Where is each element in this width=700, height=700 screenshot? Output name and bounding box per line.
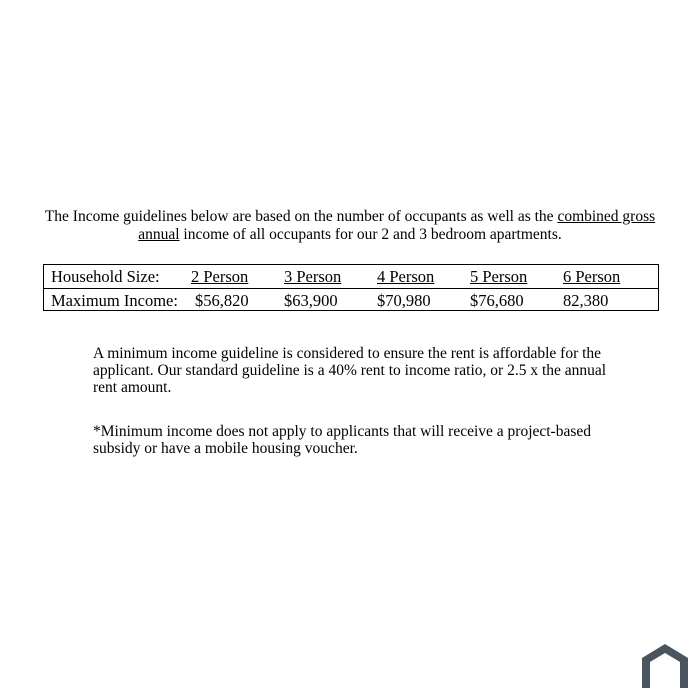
exception-note-paragraph: *Minimum income does not apply to applicants that will receive a project-based subsidy or have a mobile housing voucher. [93,423,592,457]
household-size-cell: 2 Person [191,267,249,286]
maximum-income-row [44,288,658,312]
household-size-cell: 5 Person [470,267,528,286]
income-guidelines-intro [40,208,660,244]
household-size-row [44,265,658,288]
household-size-cell: 4 Person [377,267,435,286]
maximum-income-cell: $63,900 [284,291,338,310]
household-size-cell: 3 Person [284,267,342,286]
maximum-income-cell: $56,820 [195,291,249,310]
minimum-income-paragraph: A minimum income guideline is considered to ensure the rent is affordable for the applicant. Our standard guideline is a 40% rent to income ratio, or 2.5 x the annual rent amount. [93,345,607,396]
intro-underlined-text: combined gross annual [138,208,656,243]
intro-text-end: income of all occupants for our 2 and 3 bedroom apartments. [179,226,562,243]
maximum-income-cell: $70,980 [377,291,431,310]
intro-text-start: The Income guidelines below are based on the number of occupants as well as the [44,208,558,225]
household-size-label: Household Size: [51,267,160,286]
household-size-cell: 6 Person [563,267,621,286]
maximum-income-cell: $76,680 [470,291,524,310]
income-table [43,264,659,311]
maximum-income-cell: 82,380 [563,291,609,310]
house-outline-icon [638,640,692,690]
maximum-income-label: Maximum Income: [51,291,178,310]
